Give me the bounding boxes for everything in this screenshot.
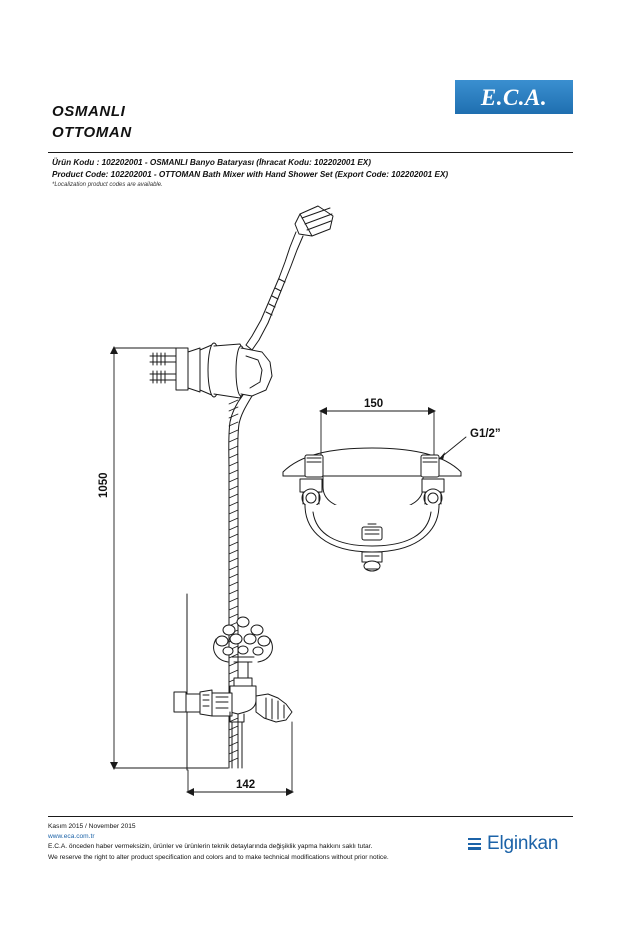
footer-disclaimer-tr: E.C.A. önceden haber vermeksizin, ürünler ve ürünlerin teknik detaylarında değişiklik yapma hakkını saklı tutar. [48,843,373,851]
page-title-tr: OSMANLI [52,103,126,120]
dimension-label-center-distance: 150 [364,398,384,410]
elginkan-logo-text: Elginkan [487,833,559,854]
shower-hose [229,395,252,768]
eca-logo-text: E.C.A. [480,84,548,110]
product-code-tr: Ürün Kodu : 102202001 - OSMANLI Banyo Bataryası (İhracat Kodu: 102202001 EX) [52,158,371,167]
footer-text-block [48,822,389,863]
decorative-tap [174,617,292,768]
footer-divider [48,816,573,817]
shower-holder [150,343,272,398]
page-title-en: OTTOMAN [52,124,132,141]
bath-mixer-front-view [283,448,461,571]
elginkan-logo [468,833,558,855]
dimension-lines [110,346,466,796]
header-divider [48,152,573,153]
elginkan-bars-icon [468,837,481,851]
footer-date: Kasım 2015 / November 2015 [48,823,136,830]
footer-website[interactable]: www.eca.com.tr [48,833,95,841]
dimension-label-height: 1050 [98,472,110,498]
dimension-label-depth: 142 [236,779,256,791]
product-code-en: Product Code: 102202001 - OTTOMAN Bath Mixer with Hand Shower Set (Export Code: 102202001 EX) [52,170,449,179]
hand-shower-head [246,206,333,350]
footer-disclaimer-en: We reserve the right to alter product specification and colors and to make technical modifications without prior notice. [48,853,389,861]
localization-note: *Localization product codes are available. [52,182,163,188]
eca-logo [455,80,573,114]
thread-callout-label: G1/2” [470,428,501,440]
